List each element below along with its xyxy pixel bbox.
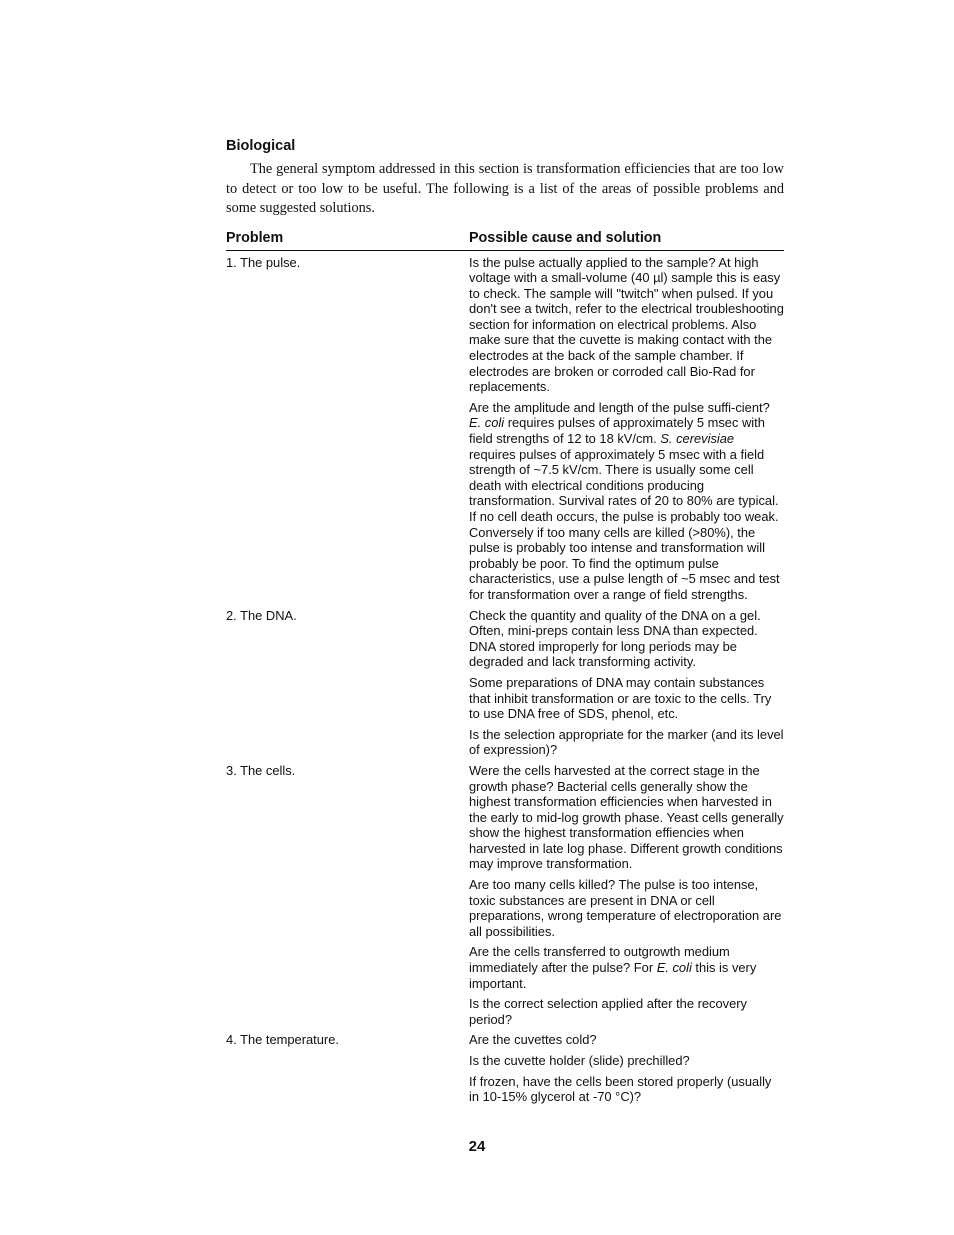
header-solution: Possible cause and solution	[469, 229, 662, 246]
solution-paragraph: If frozen, have the cells been stored properly (usually in 10-15% glycerol at -70 °C)?	[469, 1073, 772, 1105]
table-row	[226, 255, 784, 608]
page-number: 24	[468, 1138, 486, 1155]
solution-cell	[469, 763, 784, 1033]
solution-cell	[469, 1032, 784, 1109]
solution-paragraph: Is the selection appropriate for the marker (and its level of expression)?	[469, 726, 784, 758]
solution-cell	[469, 255, 784, 608]
solution-paragraph: Is the cuvette holder (slide) prechilled?	[469, 1053, 690, 1068]
solution-paragraph: Are the cells transferred to outgrowth medium immediately after the pulse? For E. coli this is very important.	[469, 944, 757, 991]
problem-cell: 2. The DNA.	[226, 607, 297, 623]
solution-paragraph: Is the correct selection applied after the recovery period?	[469, 996, 748, 1027]
header-problem: Problem	[226, 229, 284, 246]
solution-paragraph: Check the quantity and quality of the DNA on a gel. Often, mini-preps contain less DNA than expected. DNA stored improperly for long periods may be degraded and lack transforming activity.	[469, 607, 761, 670]
table-header	[226, 229, 784, 251]
solution-paragraph: Are the amplitude and length of the pulse suffi-cient? E. coli requires pulses of approximately 5 msec with field strengths of 12 to 18 kV/cm. S. cerevisiae requires pulses of approximately 5 msec with a field strength of ~7.5 kV/cm. There is usually some cell death with electrical conditions producing transformation. Survival rates of 20 to 80% are typical. If no cell death occurs, the pulse is probably too weak. Conversely if too many cells are killed (>80%), the pulse is probably too intense and transformation will probably be poor. To find the optimum pulse characteristics, use a pulse length of ~5 msec and test for transformation over a range of field strengths.	[469, 399, 780, 602]
problem-cell: 4. The temperature.	[226, 1032, 339, 1048]
table-row	[226, 1032, 784, 1109]
solution-cell	[469, 608, 784, 763]
solution-paragraph: Are too many cells killed? The pulse is too intense, toxic substances are present in DNA or cell preparations, wrong temperature of electroporation are all possibilities.	[469, 877, 782, 939]
document-page	[226, 138, 784, 1110]
table-row	[226, 763, 784, 1033]
section-intro: The general symptom addressed in this section is transformation efficiencies that are too low to detect or too low to be useful. The following is a list of the areas of possible problems and some suggested solutions.	[226, 161, 784, 216]
problem-cell: 1. The pulse.	[226, 254, 301, 270]
section-heading: Biological	[226, 138, 296, 154]
troubleshooting-table	[226, 255, 784, 1110]
solution-paragraph: Is the pulse actually applied to the sample? At high voltage with a small-volume (40 µl) sample this is easy to check. The sample will "twitch" when pulsed. If you don't see a twitch, refer to the electrical troubleshooting section for information on electrical problems. Also make sure that the cuvette is making contact with the electrodes at the back of the sample chamber. If electrodes are broken or corroded call Bio-Rad for replacements.	[469, 254, 784, 395]
solution-paragraph: Were the cells harvested at the correct stage in the growth phase? Bacterial cells generally show the highest transformation efficiencies when harvested in the early to mid-log growth phase. Yeast cells generally show the highest transformation effiencies when harvested in late log phase. Different growth conditions may improve transformation.	[469, 762, 784, 872]
solution-paragraph: Are the cuvettes cold?	[469, 1032, 597, 1048]
solution-paragraph: Some preparations of DNA may contain substances that inhibit transformation or are toxic to the cells. Try to use DNA free of SDS, phenol, etc.	[469, 674, 772, 722]
table-row	[226, 608, 784, 763]
problem-cell: 3. The cells.	[226, 762, 296, 778]
